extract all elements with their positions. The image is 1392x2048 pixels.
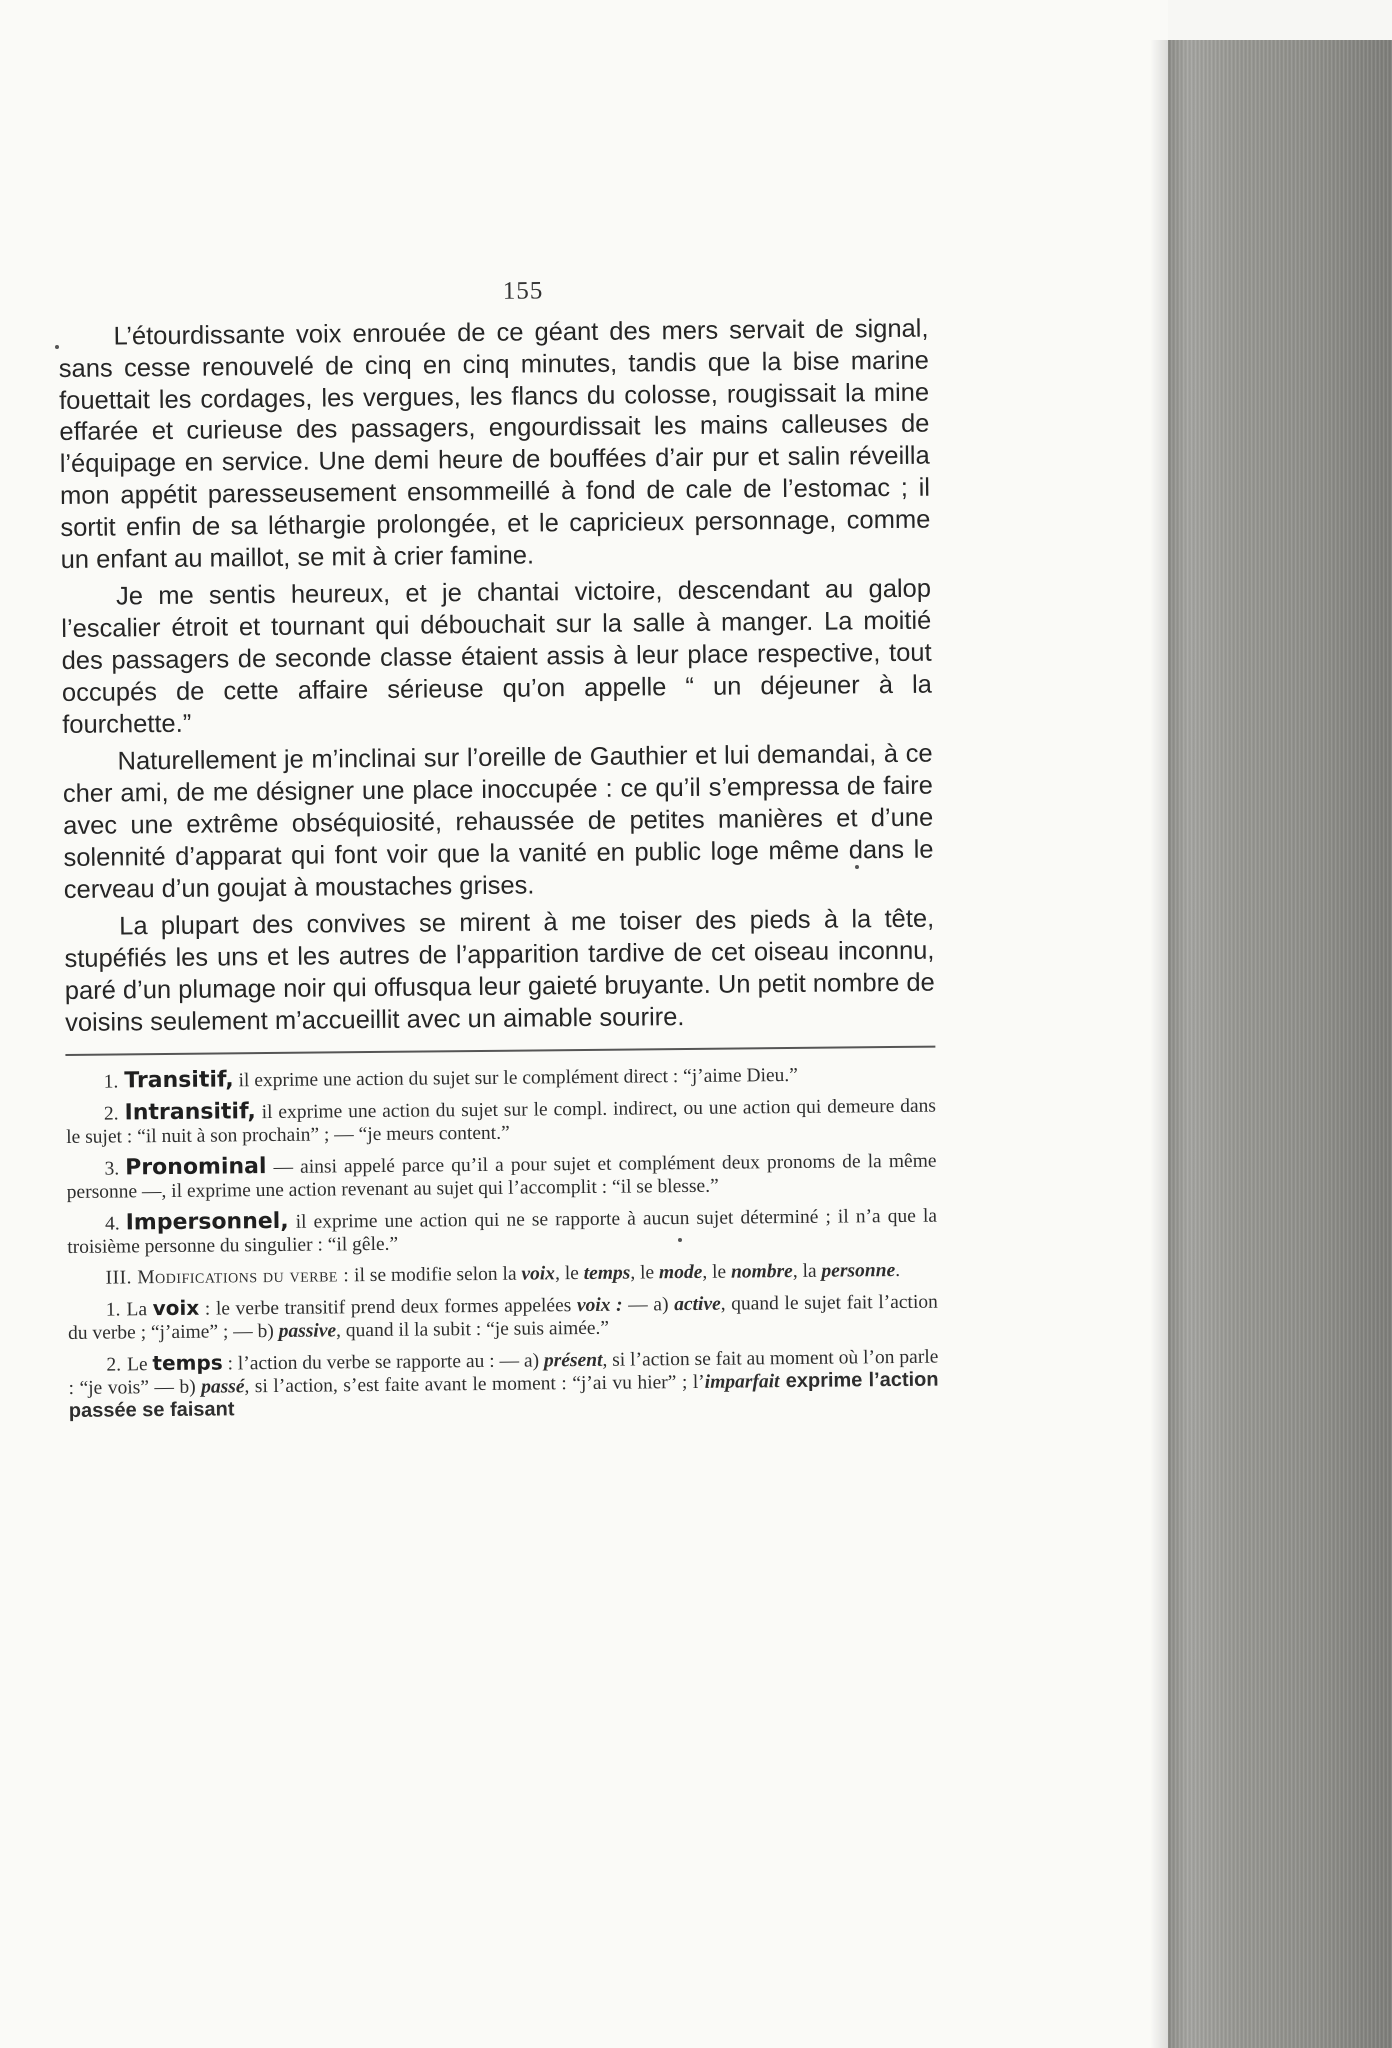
item-text: Le (126, 1353, 153, 1375)
term-nombre: nombre (730, 1260, 793, 1283)
footnote-number: 2. (103, 1102, 119, 1125)
item-number: 2. (106, 1353, 122, 1376)
footnote-transitif (66, 1061, 936, 1093)
page-number: 155 (502, 277, 544, 305)
footnote-text: il exprime une action qui ne se rapporte à aucun sujet déterminé ; il n’a que la troisième personne du singulier : “il gêle.” (67, 1205, 938, 1258)
separator: , le (630, 1261, 660, 1284)
separator: , le (702, 1261, 732, 1283)
term-temps-bold: temps (152, 1350, 223, 1375)
term-personne: personne (821, 1259, 896, 1282)
section-temps (68, 1344, 939, 1422)
term-voix-bold: voix (152, 1295, 200, 1320)
footnote-text: il exprime une action du sujet sur le compl. indirect, ou une action qui demeure dans le sujet : “il nuit à son prochain” ; — “je meurs content.” (66, 1095, 937, 1148)
section-text: il se modifie selon la (349, 1263, 522, 1286)
gutter-shadow (1150, 40, 1168, 2048)
footnote-number: 4. (104, 1212, 120, 1235)
footnote-number: 3. (104, 1157, 120, 1180)
term-voix-italic: voix : (576, 1294, 623, 1316)
footnote-number: 1. (103, 1070, 119, 1093)
term-passe: passé (201, 1375, 245, 1398)
separator: , le (554, 1262, 584, 1284)
item-text: — a) (622, 1293, 675, 1316)
item-number: 1. (105, 1298, 121, 1321)
term-imparfait: imparfait (704, 1370, 780, 1393)
body-paragraph-3: Naturellement je m’inclinai sur l’oreille de Gauthier et lui demandai, à ce cher ami, de me désigner une place inoccupée : ce qu’il s’empressa de faire avec une extrême obséquiosité, rehaussée de petites manières et d’une solennité d’apparat qui font voir que la vanité en public loge même dans le cerveau d’un goujat à moustaches grises. (62, 739, 934, 904)
separator: , la (792, 1260, 822, 1282)
footnote-term: Pronominal (125, 1153, 267, 1180)
footnote-term: Impersonnel, (125, 1208, 289, 1235)
section-voix (68, 1289, 938, 1344)
item-text: exprime l’action passée se faisant (68, 1368, 939, 1422)
body-paragraph-2: Je me sentis heureux, et je chantai victoire, descendant au galop l’escalier étroit et tournant qui débouchait sur la salle à manger. La moitié des passagers de seconde classe étaient assis à leur place respective, tout occupés de cette affaire sérieuse qu’on appelle “ un déjeuner à la fourchette.” (61, 575, 933, 739)
footnote-divider (65, 1045, 935, 1055)
body-paragraph-4: La plupart des convives se mirent à me toiser des pieds à la tête, stupéfiés les uns et les autres de l’apparition tardive de cet oiseau inconnu, paré d’un plumage noir qui offusqua leur gaieté bruyante. Un petit nombre de voisins seulement m’accueillit avec un aimable sourire. (64, 904, 935, 1037)
item-text: La (126, 1298, 153, 1320)
footnote-impersonnel (67, 1203, 937, 1258)
footnote-pronominal (66, 1148, 936, 1203)
footnote-text: — ainsi appelé parce qu’il a pour sujet et complément deux pronoms de la même personne —, il exprime une action revenant au sujet qui l’accomplit : “il se blesse.” (66, 1150, 937, 1203)
item-text: , quand le sujet fait l’action du verbe ; “j’aime” ; — b) (67, 1291, 938, 1344)
footnote-text: il exprime une action du sujet sur le complément direct : “j’aime Dieu.” (233, 1064, 798, 1091)
page-content (58, 274, 939, 1431)
footnote-intransitif (66, 1093, 936, 1148)
footnote-term: Transitif, (124, 1066, 234, 1093)
term-mode: mode (658, 1261, 703, 1283)
term-voix: voix (521, 1262, 556, 1285)
term-active: active (674, 1293, 721, 1315)
item-text: : le verbe transitif prend deux formes appelées (199, 1294, 578, 1320)
item-text: , quand il la subit : “je suis aimée.” (336, 1317, 610, 1341)
term-passive: passive (278, 1319, 337, 1342)
section-modifications-du-verbe (67, 1258, 937, 1289)
term-temps: temps (583, 1262, 631, 1284)
item-text: : l’action du verbe se rapporte au : — a) (222, 1349, 545, 1374)
separator: . (895, 1259, 901, 1281)
body-paragraph-1: L’étourdissante voix enrouée de ce géant des mers servait de signal, sans cesse renouvelé de cinq en cinq minutes, tandis que la bise marine fouettait les cordages, les vergues, les flancs du colosse, rougissait la mine effarée et curieuse des passagers, engourdissait les mains calleuses de l’équipage en service. Une demi heure de bouffées d’air pur et salin réveilla mon appétit paresseusement ensommeillé à fond de cale de l’estomac ; il sortit enfin de sa léthargie prolongée, et le capricieux personnage, comme un enfant au maillot, se mit à crier famine. (58, 314, 931, 574)
item-text: , si l’action, s’est faite avant le moment : “j’ai vu hier” ; l’ (244, 1371, 705, 1397)
item-text: , si l’action se fait au moment où l’on parle : “je vois” — b) (68, 1346, 939, 1399)
book-page-edges (1165, 40, 1392, 2048)
term-present: présent (543, 1349, 603, 1371)
section-heading: III. Modifications du verbe : (105, 1264, 350, 1289)
footnote-term: Intransitif, (124, 1098, 256, 1125)
